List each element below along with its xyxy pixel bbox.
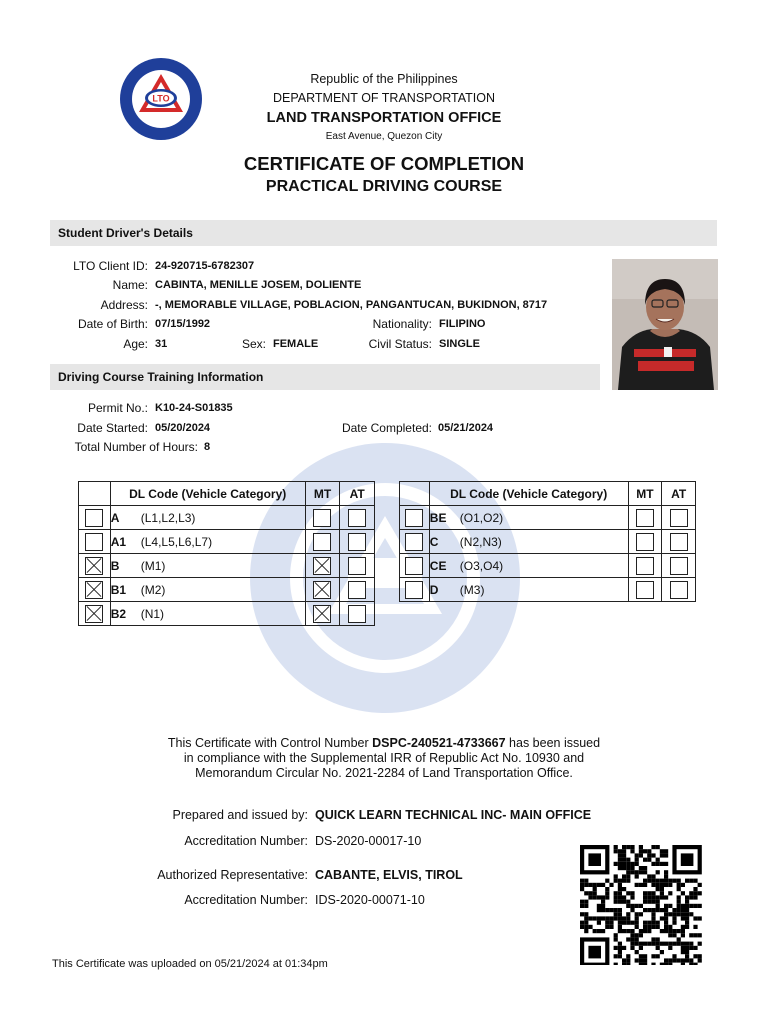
dl-code: B: [110, 558, 120, 573]
certification-line-2: in compliance with the Supplemental IRR of Republic Act No. 10930 and: [183, 751, 585, 765]
category-checkbox[interactable]: [85, 557, 103, 575]
certification-line-1: [0, 735, 768, 751]
civil-status-value: SINGLE: [439, 338, 480, 350]
dl-row-ce: [400, 554, 696, 578]
student-details-header: Student Driver's Details: [50, 220, 717, 246]
dl-row-b1: [79, 578, 375, 602]
mt-checkbox[interactable]: [636, 509, 654, 527]
mt-column-header: MT: [305, 482, 340, 506]
civil-status-label: Civil Status:: [368, 337, 432, 351]
at-checkbox[interactable]: [670, 533, 688, 551]
name-label: Name:: [112, 278, 148, 292]
category-checkbox[interactable]: [85, 533, 103, 551]
address-label: Address:: [100, 298, 148, 312]
dl-row-d: [400, 578, 696, 602]
svg-text:LTO: LTO: [152, 93, 170, 104]
dl-row-be: [400, 506, 696, 530]
dl-code: D: [429, 582, 439, 597]
dl-vehicle-category: (O3,O4): [459, 558, 504, 573]
authorized-rep-value: CABANTE, ELVIS, TIROL: [315, 868, 463, 882]
client-id-value: 24-920715-6782307: [155, 260, 255, 272]
dl-code: C: [429, 534, 439, 549]
permit-value: K10-24-S01835: [155, 402, 233, 414]
dl-code: BE: [429, 510, 447, 525]
category-checkbox[interactable]: [85, 581, 103, 599]
date-started-value: 05/20/2024: [155, 422, 211, 434]
certificate-subtitle: PRACTICAL DRIVING COURSE: [265, 178, 503, 195]
at-checkbox[interactable]: [348, 581, 366, 599]
category-checkbox[interactable]: [85, 509, 103, 527]
mt-checkbox[interactable]: [636, 581, 654, 599]
qr-code[interactable]: [580, 845, 706, 965]
rep-accreditation-value: IDS-2020-00071-10: [315, 893, 425, 907]
dl-vehicle-category: (M1): [140, 558, 166, 573]
prepared-by-label: Prepared and issued by:: [172, 808, 308, 822]
at-checkbox[interactable]: [670, 557, 688, 575]
checkbox-column-header: [400, 482, 430, 506]
category-checkbox[interactable]: [85, 605, 103, 623]
dl-code: A: [110, 510, 120, 525]
name-value: CABINTA, MENILLE JOSEM, DOLIENTE: [155, 279, 362, 291]
date-completed-label: Date Completed:: [341, 421, 432, 435]
prepared-by-value: QUICK LEARN TECHNICAL INC- MAIN OFFICE: [315, 808, 592, 822]
dl-vehicle-category: (L4,L5,L6,L7): [140, 534, 213, 549]
dl-code-table-right: [399, 481, 696, 602]
dl-row-c: [400, 530, 696, 554]
dl-code: B1: [110, 582, 127, 597]
authorized-rep-label: Authorized Representative:: [157, 868, 308, 882]
certification-line-3: Memorandum Circular No. 2021-2284 of Land Transportation Office.: [195, 766, 573, 780]
mt-checkbox[interactable]: [636, 533, 654, 551]
at-checkbox[interactable]: [348, 509, 366, 527]
date-started-label: Date Started:: [77, 421, 148, 435]
category-checkbox[interactable]: [405, 581, 423, 599]
dl-vehicle-category: (M3): [459, 582, 485, 597]
at-column-header: AT: [662, 482, 696, 506]
dob-value: 07/15/1992: [155, 318, 211, 330]
rep-accreditation-label: Accreditation Number:: [184, 893, 308, 907]
category-checkbox[interactable]: [405, 509, 423, 527]
at-column-header: AT: [340, 482, 375, 506]
dob-label: Date of Birth:: [77, 317, 148, 331]
age-label: Age:: [123, 337, 148, 351]
total-hours-value: 8: [204, 441, 211, 453]
training-info-header: Driving Course Training Information: [50, 364, 600, 390]
republic-text: Republic of the Philippines: [310, 72, 458, 86]
dl-code: A1: [110, 534, 127, 549]
at-checkbox[interactable]: [348, 605, 366, 623]
mt-checkbox[interactable]: [313, 509, 331, 527]
dl-code-column-header: DL Code (Vehicle Category): [429, 482, 628, 506]
dl-row-b2: [79, 602, 375, 626]
dl-vehicle-category: (L1,L2,L3): [140, 510, 196, 525]
at-checkbox[interactable]: [348, 557, 366, 575]
nationality-label: Nationality:: [372, 317, 432, 331]
dl-row-a: [79, 506, 375, 530]
checkbox-column-header: [79, 482, 111, 506]
dl-code-column-header: DL Code (Vehicle Category): [110, 482, 305, 506]
mt-column-header: MT: [628, 482, 662, 506]
dl-row-b: [79, 554, 375, 578]
mt-checkbox[interactable]: [636, 557, 654, 575]
dl-code: B2: [110, 606, 127, 621]
office-address: East Avenue, Quezon City: [325, 131, 443, 142]
control-number: DSPC-240521-4733667: [372, 736, 506, 750]
client-id-label: LTO Client ID:: [73, 259, 148, 273]
office-text: LAND TRANSPORTATION OFFICE: [266, 110, 502, 126]
sex-label: Sex:: [241, 337, 266, 351]
permit-label: Permit No.:: [87, 401, 148, 415]
category-checkbox[interactable]: [405, 533, 423, 551]
dl-vehicle-category: (N2,N3): [459, 534, 502, 549]
sex-value: FEMALE: [273, 338, 319, 350]
total-hours-label: Total Number of Hours:: [74, 440, 198, 454]
date-completed-value: 05/21/2024: [438, 422, 494, 434]
dl-vehicle-category: (M2): [140, 582, 166, 597]
at-checkbox[interactable]: [670, 509, 688, 527]
mt-checkbox[interactable]: [313, 581, 331, 599]
accreditation-number-label: Accreditation Number:: [184, 834, 308, 848]
dl-vehicle-category: (O1,O2): [459, 510, 504, 525]
mt-checkbox[interactable]: [313, 605, 331, 623]
dl-code-table-left: [78, 481, 375, 626]
at-checkbox[interactable]: [670, 581, 688, 599]
certification-line-1-pre: This Certificate with Control Number: [167, 736, 373, 750]
category-checkbox[interactable]: [405, 557, 423, 575]
department-text: DEPARTMENT OF TRANSPORTATION: [272, 91, 495, 105]
at-checkbox[interactable]: [348, 533, 366, 551]
address-value: -, MEMORABLE VILLAGE, POBLACION, PANGANTUCAN, BUKIDNON, 8717: [155, 299, 548, 311]
mt-checkbox[interactable]: [313, 533, 331, 551]
upload-timestamp: This Certificate was uploaded on 05/21/2024 at 01:34pm: [52, 958, 328, 970]
nationality-value: FILIPINO: [439, 318, 486, 330]
dl-code: CE: [429, 558, 447, 573]
age-value: 31: [155, 338, 168, 350]
dl-row-a1: [79, 530, 375, 554]
student-photo: [612, 259, 718, 390]
certificate-title: CERTIFICATE OF COMPLETION: [243, 153, 525, 174]
mt-checkbox[interactable]: [313, 557, 331, 575]
certification-line-1-post: has been issued: [505, 736, 601, 750]
dl-vehicle-category: (N1): [140, 606, 165, 621]
accreditation-number-value: DS-2020-00017-10: [315, 834, 422, 848]
